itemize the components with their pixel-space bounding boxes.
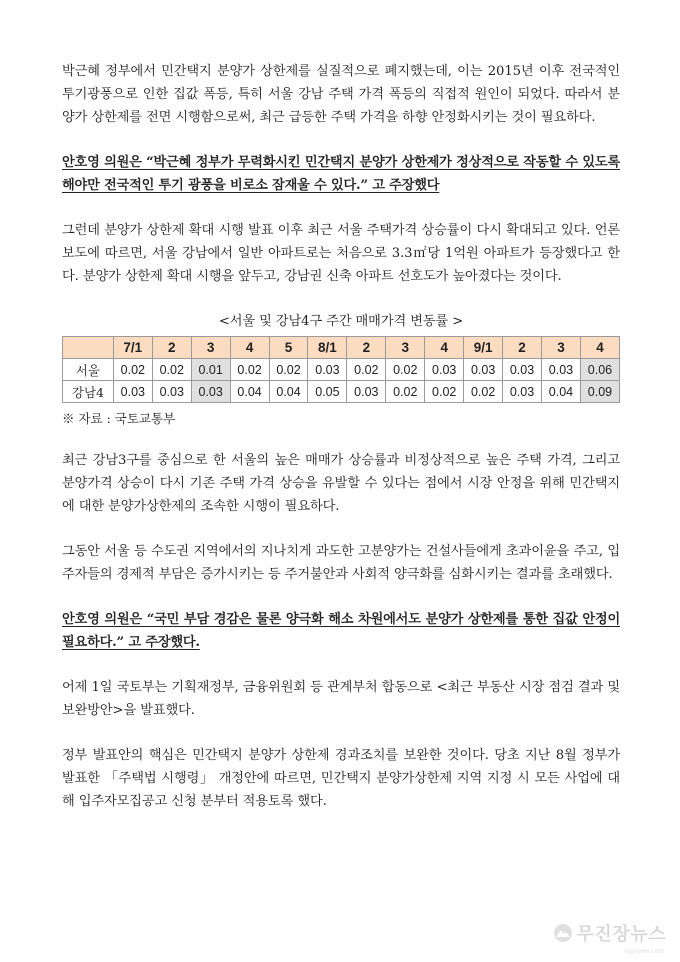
- table-cell: 0.02: [386, 381, 425, 403]
- table-body: [63, 359, 620, 403]
- table-header-cell: 8/1: [308, 337, 347, 359]
- table-cell: 0.02: [113, 359, 152, 381]
- quote-2-text: 안호영 의원은 “국민 부담 경감은 물론 양극화 해소 차원에서도 분양가 상한제를 통한 집값 안정이 필요하다.” 고 주장했다.: [62, 612, 620, 650]
- price-change-table: [62, 336, 620, 403]
- table-cell: 0.05: [308, 381, 347, 403]
- paragraph-1: 박근혜 정부에서 민간택지 분양가 상한제를 실질적으로 폐지했는데, 이는 2015년 이후 전국적인 투기광풍으로 인한 집값 폭등, 특히 서울 강남 주택 가격 폭등의 직접적 원인이 되었다. 따라서 분양가 상한제를 전면 시행함으로써, 최근 급등한 주택 가격을 하향 안정화시키는 것이 필요하다.: [62, 64, 620, 125]
- table-cell: 0.03: [113, 381, 152, 403]
- table-header-cell: 9/1: [464, 337, 503, 359]
- table-cell: 0.02: [269, 359, 308, 381]
- table-cell: 0.04: [542, 381, 581, 403]
- table-cell: 0.02: [152, 359, 191, 381]
- table-row-label: 강남4: [63, 381, 114, 403]
- table-cell: 0.02: [386, 359, 425, 381]
- news-watermark: [553, 920, 666, 955]
- watermark-name: 무진장뉴스: [576, 924, 666, 945]
- table-header-cell: 4: [425, 337, 464, 359]
- table-source: ※ 자료 : 국토교통부: [62, 411, 176, 426]
- table-header-cell: 2: [152, 337, 191, 359]
- table-row-label: 서울: [63, 359, 114, 381]
- table-cell: 0.01: [191, 359, 230, 381]
- table-cell: 0.04: [269, 381, 308, 403]
- document-page: [62, 60, 620, 813]
- table-cell: 0.03: [347, 381, 386, 403]
- table-cell: 0.03: [503, 381, 542, 403]
- table-header-cell: 2: [347, 337, 386, 359]
- table-cell: 0.03: [152, 381, 191, 403]
- table-header-cell: 3: [191, 337, 230, 359]
- table-cell: 0.02: [464, 381, 503, 403]
- table-cell: 0.02: [347, 359, 386, 381]
- paragraph-2: 그런데 분양가 상한제 확대 시행 발표 이후 최근 서울 주택가격 상승률이 다시 확대되고 있다. 언론보도에 따르면, 서울 강남에서 일반 아파트로는 처음으로 3.3㎡당 1억원 아파트가 등장했다고 한다. 분양가 상한제 확대 시행을 앞두고, 강남권 신축 아파트 선호도가 높아졌다는 것이다.: [62, 223, 620, 284]
- table-cell: 0.02: [230, 359, 269, 381]
- table-header-cell: 4: [230, 337, 269, 359]
- paragraph-6: 정부 발표안의 핵심은 민간택지 분양가 상한제 경과조치를 보완한 것이다. 당초 지난 8월 정부가 발표한 「주택법 시행령」 개정안에 따르면, 민간택지 분양가상한제 지역 지정 시 모든 사업에 대해 입주자모집공고 신청 분부터 적용토록 했다.: [62, 748, 620, 809]
- table-cell: 0.03: [464, 359, 503, 381]
- table-header-cell: 2: [503, 337, 542, 359]
- table-header-cell: 3: [542, 337, 581, 359]
- quote-1-text: 안호영 의원은 “박근혜 정부가 무력화시킨 민간택지 분양가 상한제가 정상적으로 작동할 수 있도록 해야만 전국적인 투기 광풍을 비로소 잠재울 수 있다.” 고 주장했다: [62, 155, 620, 193]
- table-header-row: [63, 337, 620, 359]
- quote-2: [62, 608, 620, 654]
- table-cell: 0.03: [425, 359, 464, 381]
- table-header-cell: 5: [269, 337, 308, 359]
- table-row: [63, 359, 620, 381]
- watermark-sub: mjjnews.com: [624, 948, 664, 955]
- table-header-cell: 3: [386, 337, 425, 359]
- paragraph-5: 어제 1일 국토부는 기획재정부, 금융위원회 등 관계부처 합동으로 <최근 부동산 시장 점검 결과 및 보완방안>을 발표했다.: [62, 680, 620, 718]
- table-row: [63, 381, 620, 403]
- table-header-cell: 4: [580, 337, 619, 359]
- table-corner: [63, 337, 114, 359]
- table-cell: 0.03: [503, 359, 542, 381]
- table-header-cell: 7/1: [113, 337, 152, 359]
- mountain-logo-icon: [553, 923, 573, 943]
- table-cell: 0.09: [580, 381, 619, 403]
- paragraph-4: 그동안 서울 등 수도권 지역에서의 지나치게 과도한 고분양가는 건설사들에게 초과이윤을 주고, 입주자들의 경제적 부담은 증가시키는 등 주거불안과 사회적 양극화를 심화시키는 결과를 초래했다.: [62, 544, 620, 582]
- table-title: <서울 및 강남4구 주간 매매가격 변동률 >: [218, 314, 464, 329]
- table-cell: 0.04: [230, 381, 269, 403]
- table-cell: 0.03: [308, 359, 347, 381]
- quote-1: [62, 151, 620, 197]
- table-cell: 0.02: [425, 381, 464, 403]
- table-cell: 0.03: [542, 359, 581, 381]
- table-cell: 0.03: [191, 381, 230, 403]
- table-cell: 0.06: [580, 359, 619, 381]
- paragraph-3: 최근 강남3구를 중심으로 한 서울의 높은 매매가 상승률과 비정상적으로 높은 주택 가격, 그리고 분양가격 상승이 다시 기존 주택 가격 상승을 유발할 수 있다는 점에서 시장 안정을 위해 민간택지에 대한 분양가상한제의 조속한 시행이 필요하다.: [62, 453, 620, 514]
